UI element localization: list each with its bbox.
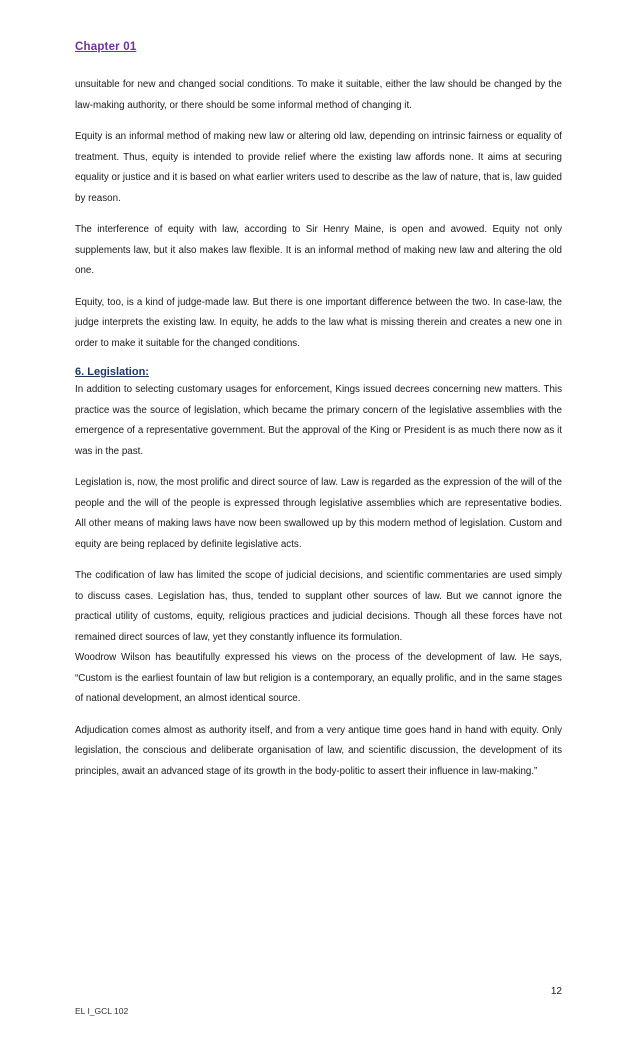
page-number: 12 <box>550 986 562 997</box>
paragraph-adjudication: Adjudication comes almost as authority itself, and from a very antique time goes hand in hand with equity. Only legislation, the conscious and deliberate organisation of law, and scientific discussion, the development of its principles, await an advanced stage of its growth in the body-politic to assert their influence in law-making.” <box>75 724 562 777</box>
paragraph-woodrow-wilson: Woodrow Wilson has beautifully expressed his views on the process of the development of law. He says, “Custom is the earliest fountain of law but religion is a contemporary, an equally prolific, and in the same stages of national development, an almost identical source. <box>75 652 562 704</box>
footer-course-code: EL I_GCL 102 <box>75 1006 129 1016</box>
section-heading-legislation: 6. Legislation: <box>75 366 149 378</box>
paragraph-law-changing: unsuitable for new and changed social conditions. To make it suitable, either the law should be changed by the law-making authority, or there should be some informal method of changing it. <box>75 79 562 111</box>
paragraph-codification: The codification of law has limited the scope of judicial decisions, and scientific commentaries are used simply to discuss cases. Legislation has, thus, tended to supplant other sources of law. But we cannot ignore the practical utility of customs, equity, religious practices and judicial decisions. Though all these forces have not remained direct sources of law, yet they constantly influence its formulation. <box>75 570 562 643</box>
paragraph-equity-definition: Equity is an informal method of making new law or altering old law, depending on intrinsic fairness or equality of treatment. Thus, equity is intended to provide relief where the existing law affords none. It aims at securing equality or justice and it is based on what earlier writers used to describe as the law of nature, that is, law guided by reason. <box>75 131 562 204</box>
paragraph-equity-judge-made: Equity, too, is a kind of judge-made law. But there is one important difference between the two. In case-law, the judge interprets the existing law. In equity, he adds to the law what is missing therein and creates a new one in order to make it suitable for the changed conditions. <box>75 296 562 349</box>
chapter-header: Chapter 01 <box>75 41 137 53</box>
paragraph-legislation-prolific: Legislation is, now, the most prolific and direct source of law. Law is regarded as the expression of the will of the people and the will of the people is expressed through legislative assemblies which are representative bodies. All other means of making laws have now been swallowed up by this modern method of legislation. Custom and equity are being replaced by definite legislative acts. <box>75 477 562 550</box>
document-body <box>75 75 562 782</box>
paragraph-legislation-kings: In addition to selecting customary usages for enforcement, Kings issued decrees concerning new matters. This practice was the source of legislation, which became the primary concern of the legislative assemblies with the emergence of a representative government. But the approval of the King or President is as much there now as it was in the past. <box>75 384 562 457</box>
paragraph-equity-maine: The interference of equity with law, according to Sir Henry Maine, is open and avowed. Equity not only supplements law, but it also makes law flexible. It is an informal method of making new law and altering the old one. <box>75 224 562 276</box>
